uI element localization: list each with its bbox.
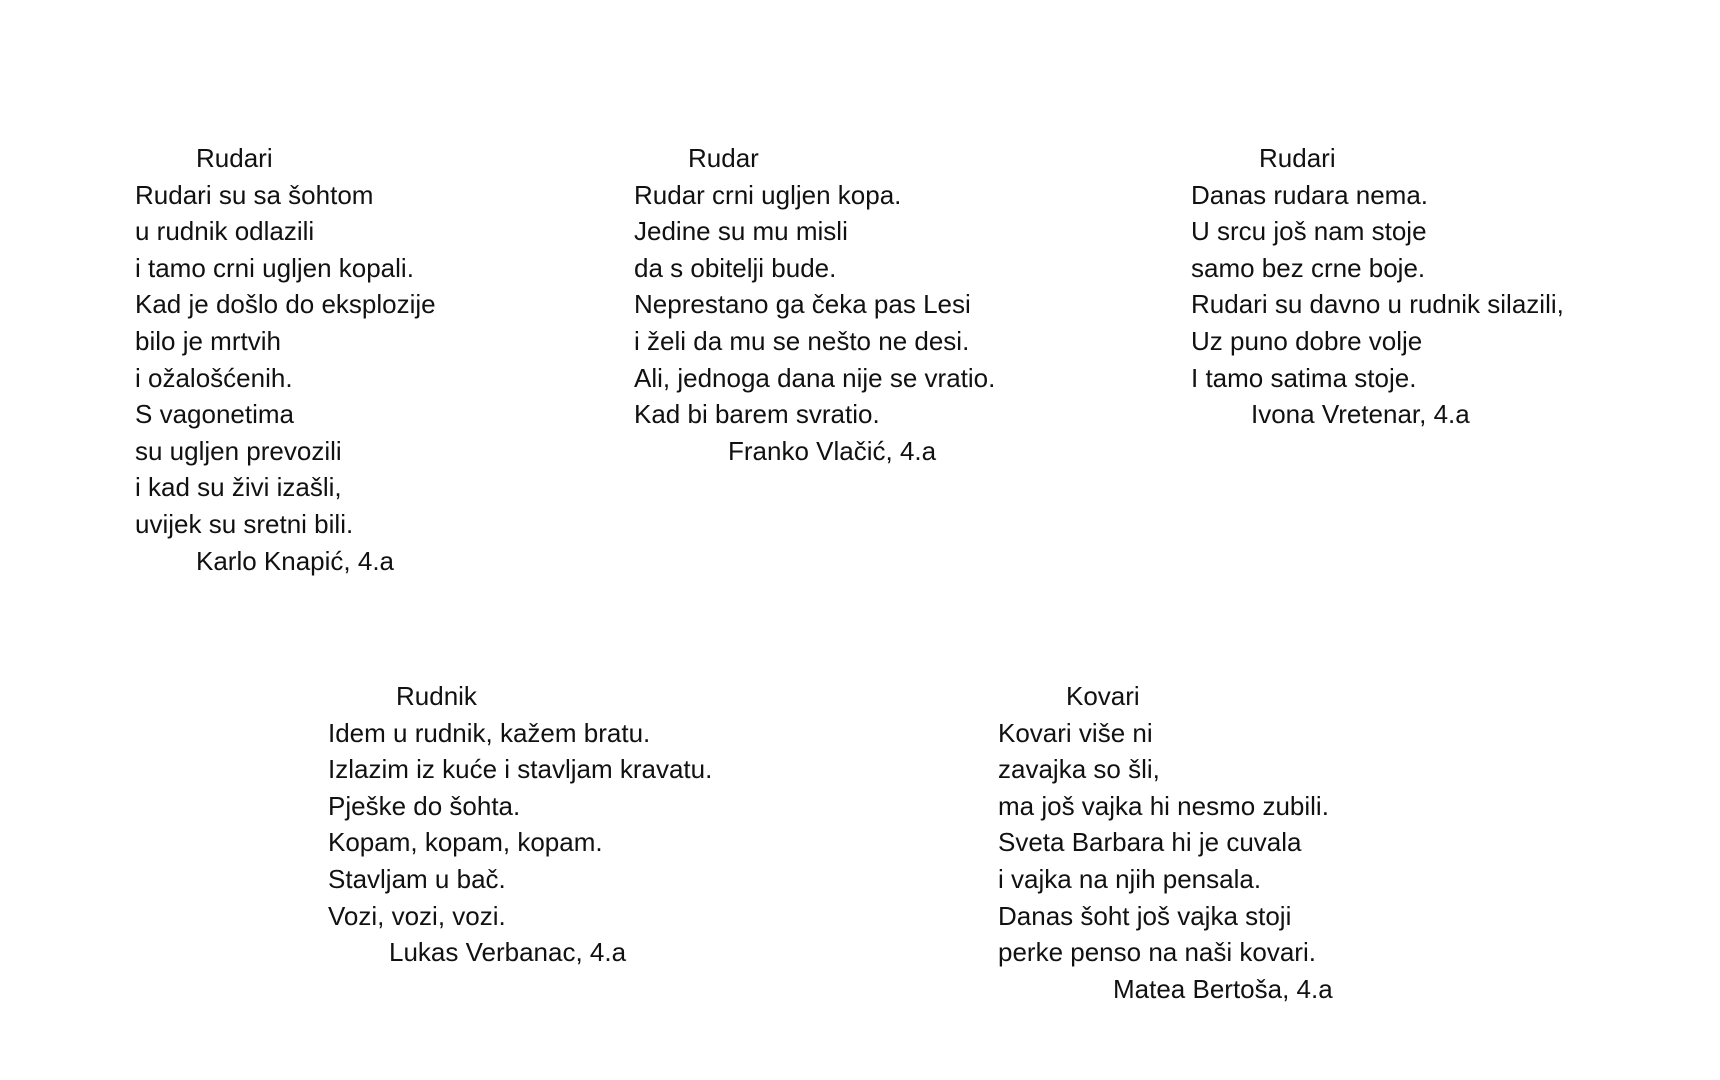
poem-rudnik-verbanac [328,678,712,971]
poem-line: Kad je došlo do eksplozije [135,289,436,320]
poem-line: i želi da mu se nešto ne desi. [634,325,970,356]
poem-line: Ali, jednoga dana nije se vratio. [634,362,996,393]
poem-line: I tamo satima stoje. [1191,362,1417,393]
poem-line: perke penso na naši kovari. [998,937,1316,968]
poem-author: Karlo Knapić, 4.a [196,545,395,576]
poem-line: Kovari više ni [998,717,1153,748]
poem-line: Rudar crni ugljen kopa. [634,179,902,210]
poem-line: su ugljen prevozili [135,435,342,466]
poem-line: samo bez crne boje. [1191,252,1426,283]
poem-line: Kopam, kopam, kopam. [328,827,603,858]
poem-line: i tamo crni ugljen kopali. [135,252,414,283]
poem-author: Ivona Vretenar, 4.a [1251,399,1470,430]
poem-author: Franko Vlačić, 4.a [728,435,937,466]
poem-line: Sveta Barbara hi je cuvala [998,827,1302,858]
poem-line: Kad bi barem svratio. [634,399,880,430]
poem-title: Rudnik [396,681,477,711]
poem-title: Rudar [688,143,759,173]
poem-line: i vajka na njih pensala. [998,863,1262,894]
poem-line: U srcu još nam stoje [1191,216,1427,247]
poem-rudar-vlacic [634,140,995,469]
poem-line: zavajka so šli, [998,754,1160,785]
poem-line: Uz puno dobre volje [1191,325,1423,356]
poem-line: Vozi, vozi, vozi. [328,900,506,931]
poem-line: Pješke do šohta. [328,790,521,821]
poem-title: Kovari [1066,681,1140,711]
poem-line: Jedine su mu misli [634,216,848,247]
poem-line: Danas rudara nema. [1191,179,1429,210]
poem-line: u rudnik odlazili [135,216,315,247]
poem-line: ma još vajka hi nesmo zubili. [998,790,1329,821]
poem-line: Rudari su davno u rudnik silazili, [1191,289,1564,320]
poem-kovari-bertosa [998,678,1333,1007]
poem-line: uvijek su sretni bili. [135,508,354,539]
poem-line: Rudari su sa šohtom [135,179,374,210]
poem-title: Rudari [196,143,273,173]
poem-rudari-knapic [135,140,436,579]
poem-line: da s obitelji bude. [634,252,837,283]
poem-line: Izlazim iz kuće i stavljam kravatu. [328,754,713,785]
poem-line: S vagonetima [135,399,294,430]
poem-author: Lukas Verbanac, 4.a [389,937,627,968]
poem-line: bilo je mrtvih [135,325,281,356]
poem-line: Stavljam u bač. [328,863,506,894]
poem-title: Rudari [1259,143,1336,173]
poem-author: Matea Bertoša, 4.a [1113,973,1333,1004]
poem-line: Idem u rudnik, kažem bratu. [328,717,651,748]
poem-line: Danas šoht još vajka stoji [998,900,1292,931]
poem-rudari-vretenar [1191,140,1564,433]
poem-line: Neprestano ga čeka pas Lesi [634,289,971,320]
poem-line: i ožalošćenih. [135,362,293,393]
poem-line: i kad su živi izašli, [135,472,342,503]
